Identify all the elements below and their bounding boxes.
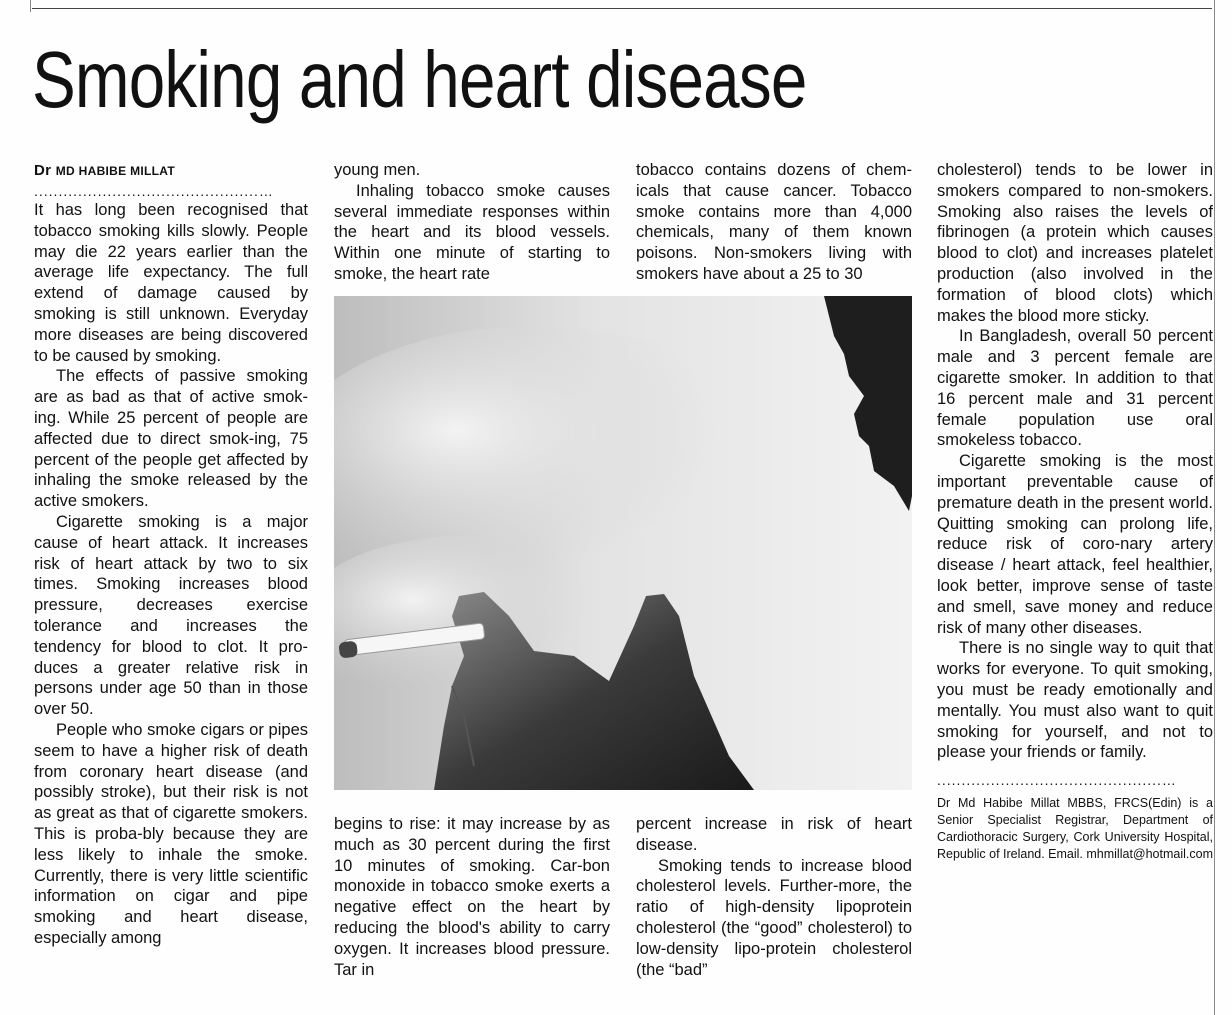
column-2-bottom — [334, 814, 610, 1004]
paragraph: There is no single way to quit that works for everyone. To quit smoking, you must be ready emotionally and mentally. You must also want to quit smoking for yourself, and not to please your friends or family. — [937, 639, 1213, 762]
paragraph: Smoking tends to increase blood cholesterol levels. Further-more, the ratio of high-density lipoprotein cholesterol (the “good” cholesterol) to low-density lipo-protein cholesterol (the “bad” — [636, 856, 912, 979]
paragraph: Inhaling tobacco smoke causes several immediate responses within the heart and its blood vessels. Within one minute of starting to smoke, the heart rate — [334, 181, 610, 283]
paragraph: tobacco contains dozens of chem-icals that cause cancer. Tobacco smoke contains more than 4,000 chemicals, many of them known poisons. Non-smokers living with smokers have about a 25 to 30 — [636, 161, 912, 283]
paragraph: cholesterol) tends to be lower in smokers compared to non-smokers. Smoking also raises the levels of fibrinogen (a protein which causes blood to clot) and increases platelet production (also involved in the formation of blood clots) which makes the blood more sticky. — [937, 161, 1213, 325]
paragraph: young men. — [334, 161, 421, 179]
paragraph: The effects of passive smoking are as bad as that of active smok-ing. While 25 percent of people are affected due to direct smok-ing, 75 percent of the people get affected by inhaling the smoke released by the active smokers. — [34, 367, 308, 511]
top-rule — [32, 8, 1212, 9]
column-2-top — [334, 160, 610, 288]
byline-prefix: Dr — [34, 162, 52, 179]
column-3-bottom — [636, 814, 912, 1004]
paragraph: Cigarette smoking is a major cause of heart attack. It increases risk of heart attack by two to six times. Smoking increases blood pressure, decreases exercise tolerance and increases the tendency for blood to clot. It pro-duces a greater relative risk in persons under age 50 than in those over 50. — [34, 512, 308, 719]
right-edge-rule — [1214, 0, 1215, 1015]
byline-rule: ..............................................… — [34, 183, 274, 199]
paragraph: In Bangladesh, overall 50 percent male and 3 percent female are cigarette smoker. In addition to that 16 percent male and 31 percent female population use oral smokeless tobacco. — [937, 327, 1213, 450]
paragraph: People who smoke cigars or pipes seem to have a higher risk of death from coronary heart disease (and possibly stroke), but their risk is not as great as that of cigarette smokers. This is proba-bly because they are less likely to inhale the smoke. Currently, there is very little scientific information on cigar and pipe smoking and heart disease, especially among — [34, 720, 308, 947]
column-3-top — [636, 160, 912, 288]
paragraph: begins to rise: it may increase by as much as 30 percent during the first 10 minutes of smoking. Car-bon monoxide in tobacco smoke exerts a negative effect on the heart by reducing the blood's ability to carry oxygen. It increases blood pressure. Tar in — [334, 815, 610, 979]
author-bio: Dr Md Habibe Millat MBBS, FRCS(Edin) is a Senior Specialist Registrar, Department of Cardiothoracic Surgery, Cork University Hospital, Republic of Ireland. Email. mhmillat@hotmail.com — [937, 796, 1213, 862]
column-4 — [937, 160, 1213, 940]
smoker-hand-cigarette-photo — [334, 296, 912, 790]
paragraph: It has long been recognised that tobacco smoking kills slowly. People may die 22 years earlier than the average life expectancy. The full extend of damage caused by smoking is still unknown. Everyday more diseases are being discovered to be caused by smoking. — [34, 201, 308, 365]
byline-name: MD HABIBE MILLAT — [55, 164, 175, 178]
paragraph: Cigarette smoking is the most important preventable cause of premature death in the present world. Quitting smoking can prolong life, reduce risk of coro-nary artery disease / heart attack, feel healthier, look better, improve sense of taste and smell, save money and reduce risk of many other diseases. — [937, 452, 1213, 637]
left-edge-rule — [30, 0, 31, 12]
photo-illustration — [334, 296, 912, 790]
byline — [34, 160, 308, 182]
paragraph: percent increase in risk of heart disease. — [636, 815, 912, 854]
bio-rule: ..............................................… — [937, 772, 1177, 789]
headline: Smoking and heart disease — [32, 35, 807, 124]
column-1 — [34, 160, 308, 1000]
